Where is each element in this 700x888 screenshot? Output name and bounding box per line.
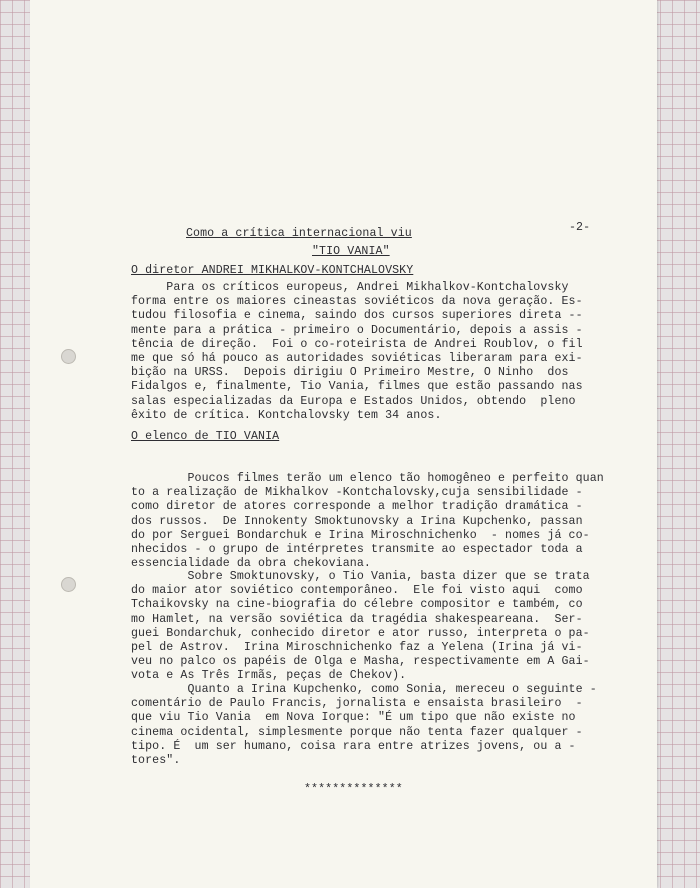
text-line: Para os críticos europeus, Andrei Mikhalkov-Kontchalovsky <box>131 281 569 294</box>
text-line: essencialidade da obra chekoviana. <box>131 557 371 571</box>
text-line: vota e As Três Irmãs, peças de Chekov). <box>131 669 407 683</box>
text-line: cinema ocidental, simplesmente porque não tenta fazer qualquer - <box>131 725 583 739</box>
cast-paragraph-2 <box>131 570 601 684</box>
cast-paragraph-3 <box>131 683 601 768</box>
text-line: Poucos filmes terão um elenco tão homogêneo e perfeito quan <box>131 472 604 485</box>
text-line: salas especializadas da Europa e Estados Unidos, obtendo pleno <box>131 394 576 408</box>
text-line: do por Serguei Bondarchuk e Irina Miroschnichenko - nomes já co- <box>131 528 590 542</box>
text-line: tores". <box>131 754 181 768</box>
text-line: Sobre Smoktunovsky, o Tio Vania, basta dizer que se trata <box>131 570 590 583</box>
text-line: Fidalgos e, finalmente, Tio Vania, filmes que estão passando nas <box>131 380 583 394</box>
cast-paragraph-1 <box>131 472 604 571</box>
text-line: bição na URSS. Depois dirigiu O Primeiro Mestre, O Ninho dos <box>131 366 569 380</box>
title-line-2: "TIO VANIA" <box>312 245 390 258</box>
text-line: como diretor de atores corresponde a melhor tradição dramática - <box>131 500 583 514</box>
page-number: -2- <box>569 221 591 234</box>
text-line: que viu Tio Vania em Nova Iorque: "É um tipo que não existe no <box>131 711 576 725</box>
director-paragraph <box>131 281 601 423</box>
text-line: forma entre os maiores cineastas soviéticos da nova geração. Es- <box>131 295 583 309</box>
text-line: mo Hamlet, na versão soviética da tragédia shakespeareana. Ser- <box>131 612 583 626</box>
text-line: dos russos. De Innokenty Smoktunovsky a Irina Kupchenko, passan <box>131 514 583 528</box>
text-line: pel de Astrov. Irina Miroschnichenko faz a Yelena (Irina já vi- <box>131 641 583 655</box>
punch-hole-bottom <box>61 577 76 592</box>
text-line: veu no palco os papéis de Olga e Masha, respectivamente em A Gai- <box>131 655 590 669</box>
text-line: comentário de Paulo Francis, jornalista e ensaista brasileiro - <box>131 697 583 711</box>
text-line: to a realização de Mikhalkov -Kontchalovsky,cuja sensibilidade - <box>131 486 583 500</box>
section-heading-cast: O elenco de TIO VANIA <box>131 430 280 443</box>
text-line: Tchaikovsky na cine-biografia do célebre compositor e também, co <box>131 598 583 612</box>
text-line: mente para a prática - primeiro o Documentário, depois a assis - <box>131 323 583 337</box>
text-line: Quanto a Irina Kupchenko, como Sonia, mereceu o seguinte - <box>131 683 597 696</box>
text-line: tudou filosofia e cinema, saindo dos cursos superiores direta -- <box>131 309 583 323</box>
text-line: do maior ator soviético contemporâneo. Ele foi visto aqui como <box>131 584 583 598</box>
text-line: êxito de crítica. Kontchalovsky tem 34 anos. <box>131 408 442 422</box>
separator-asterisks: ************** <box>304 783 403 796</box>
section-heading-director: O diretor ANDREI MIKHALKOV-KONTCHALOVSKY <box>131 264 414 277</box>
title-line-1: Como a crítica internacional viu <box>186 227 412 240</box>
text-line: nhecidos - o grupo de intérpretes transmite ao espectador toda a <box>131 543 583 557</box>
text-line: tência de direção. Foi o co-roteirista de Andrei Roublov, o fil <box>131 337 583 351</box>
text-line: guei Bondarchuk, conhecido diretor e ator russo, interpreta o pa- <box>131 626 590 640</box>
punch-hole-top <box>61 349 76 364</box>
text-line: tipo. É um ser humano, coisa rara entre atrizes jovens, ou a - <box>131 739 576 753</box>
text-line: me que só há pouco as autoridades soviéticas liberaram para exi- <box>131 352 583 366</box>
